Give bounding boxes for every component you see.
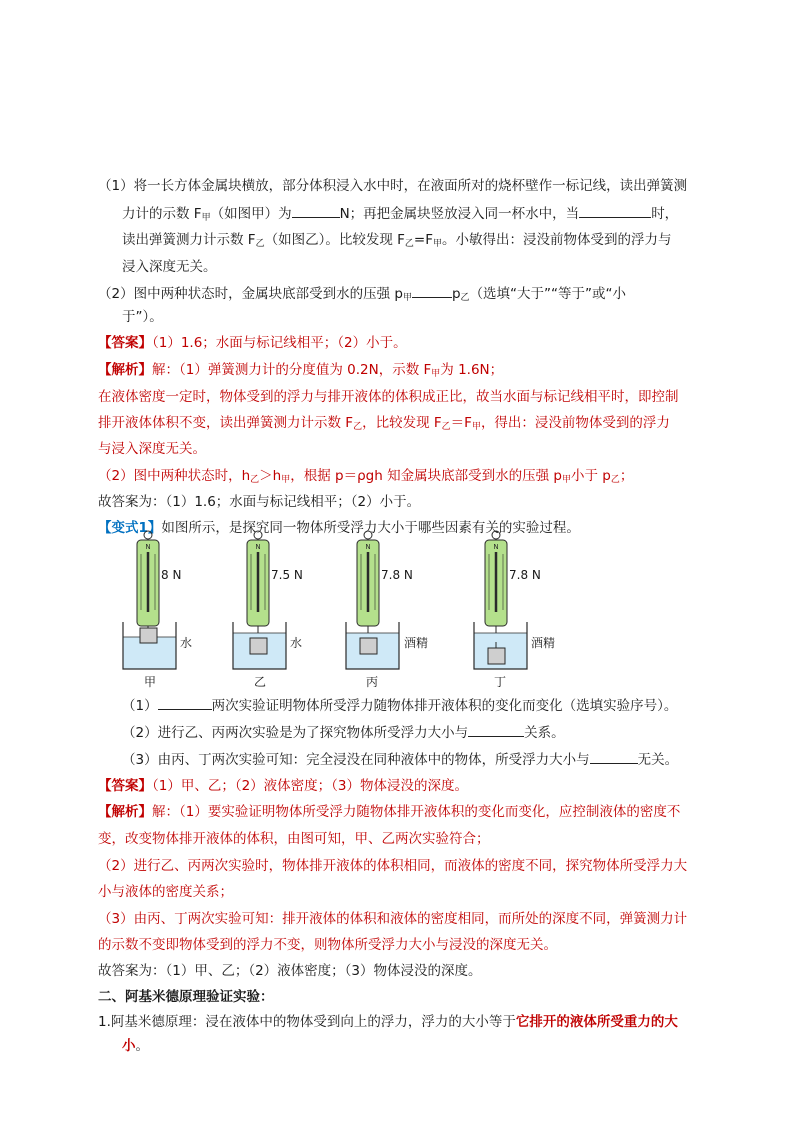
liquid-label-jia: 水 — [180, 636, 193, 650]
liquid-label-bing: 酒精 — [404, 636, 429, 650]
answer-1: 【答案】（1）1.6；水面与标记线相平；（2）小于。 — [98, 335, 407, 351]
answer-2: 【答案】（1）甲、乙；（2）液体密度；（3）物体浸没的深度。 — [98, 778, 469, 794]
analysis-2-line-2: 变，改变物体排开液体的体积，由图可知，甲、乙两次实验符合； — [98, 831, 490, 847]
reading-yi: 7.5 N — [271, 568, 303, 582]
spring-scale-jia — [137, 531, 159, 642]
liquid-label-yi: 水 — [290, 636, 303, 650]
liquid-label-ding: 酒精 — [531, 636, 556, 650]
vq-line-2: （2）进行乙、丙两次实验是为了探究物体所受浮力大小与 关系。 — [122, 722, 565, 743]
analysis-2-line-4: 小与液体的密度关系； — [98, 884, 233, 900]
block-jia — [140, 628, 157, 643]
q1-line-3: 读出弹簧测力计示数 $F_乙$（如图乙）。比较发现 $F_乙=F_甲$。小敏得出：浸没前物体受到的浮力与 — [122, 232, 672, 249]
reading-jia: 8 N — [161, 568, 182, 582]
blank-pressure[interactable] — [412, 283, 452, 298]
variant-1-heading: 【变式1】如图所示，是探究同一物体所受浮力大小于哪些因素有关的实验过程。 — [98, 520, 580, 536]
reading-bing: 7.8 N — [381, 568, 413, 582]
analysis-1-line-4: 与浸入深度无关。 — [98, 441, 206, 457]
analysis-1-line-3: 排开液体体积不变，读出弹簧测力计示数 $F_乙$，比较发现 $F_乙=F_甲$，得出：浸没前物体受到的浮力 — [98, 415, 670, 432]
q2-line-2: 于”）。 — [122, 309, 163, 325]
analysis-1-line-1: 【解析】解：（1）弹簧测力计的分度值为 0.2N，示数 $F_甲$为 1.6N； — [98, 362, 504, 379]
setup-yi — [233, 531, 303, 689]
q1-line-1: （1）将一长方体金属块横放，部分体积浸入水中时，在液面所对的烧杯壁作一标记线，读出弹簧测 — [98, 178, 688, 194]
analysis-2-conclusion: 故答案为：（1）甲、乙；（2）液体密度；（3）物体浸没的深度。 — [98, 963, 482, 979]
analysis-1-line-5: （2）图中两种状态时，$h_乙>h_甲$，根据 p＝ρgh 知金属块底部受到水的压强 $p_甲$小于 $p_乙$； — [98, 468, 634, 485]
blank-reading-jia[interactable] — [292, 203, 340, 218]
q2-line-1: （2）图中两种状态时，金属块底部受到水的压强 $p_甲$ $p_乙$（选填“大于”“等于”或“小 — [98, 283, 626, 308]
blank-experiments[interactable] — [158, 695, 212, 710]
setup-ding — [474, 531, 555, 689]
spring-scale-ding — [485, 531, 507, 642]
block-yi — [250, 638, 267, 654]
analysis-2-line-1: 【解析】解：（1）要实验证明物体所受浮力随物体排开液体积的变化而变化，应控制液体的密度不 — [98, 804, 681, 820]
analysis-2-line-3: （2）进行乙、丙两次实验时，物体排开液体的体积相同，而液体的密度不同，探究物体所受浮力大 — [98, 858, 688, 874]
archimedes-line-1: 1.阿基米德原理：浸在液体中的物体受到向上的浮力，浮力的大小等于它排开的液体所受重力的大 — [98, 1014, 678, 1030]
analysis-1-conclusion: 故答案为：（1）1.6；水面与标记线相平；（2）小于。 — [98, 494, 421, 510]
block-bing — [360, 638, 377, 654]
caption-ding: 丁 — [493, 675, 507, 689]
setup-bing — [346, 531, 428, 689]
spring-scale-yi — [247, 531, 269, 642]
blank-irrelevant[interactable] — [590, 749, 638, 764]
analysis-1-line-2: 在液体密度一定时，物体受到的浮力与排开液体的体积成正比，故当水面与标记线相平时，即控制 — [98, 389, 679, 405]
blank-factor[interactable] — [468, 722, 524, 737]
block-ding — [488, 648, 505, 664]
section-2-title: 二、阿基米德原理验证实验： — [98, 989, 274, 1005]
spring-scale-bing — [357, 531, 379, 642]
analysis-2-line-6: 的示数不变即物体受到的浮力不变，则物体所受浮力大小与浸没的深度无关。 — [98, 937, 557, 953]
reading-ding: 7.8 N — [509, 568, 541, 582]
analysis-2-line-5: （3）由丙、丁两次实验可知：排开液体的体积和液体的密度相同，而所处的深度不同，弹簧测力计 — [98, 911, 688, 927]
q1-line-2: 力计的示数 $F_甲$（如图甲）为 N；再把金属块竖放浸入同一杯水中，当 时， — [122, 203, 678, 228]
blank-condition[interactable] — [579, 203, 651, 218]
caption-bing: 丙 — [365, 675, 379, 689]
setup-jia — [123, 531, 192, 689]
q1-line-4: 浸入深度无关。 — [122, 259, 217, 275]
archimedes-line-2: 小。 — [122, 1038, 149, 1054]
vq-line-3: （3）由丙、丁两次实验可知：完全浸没在同种液体中的物体，所受浮力大小与 无关。 — [122, 749, 678, 770]
caption-yi: 乙 — [253, 675, 267, 689]
experiment-figure: N 8 N 水 甲 7.5 N 水 乙 7.8 N 酒精 丙 7.8 N 酒精 丁 — [98, 534, 698, 696]
caption-jia: 甲 — [143, 675, 157, 689]
vq-line-1: （1） 两次实验证明物体所受浮力随物体排开液体积的变化而变化（选填实验序号）。 — [122, 695, 677, 716]
